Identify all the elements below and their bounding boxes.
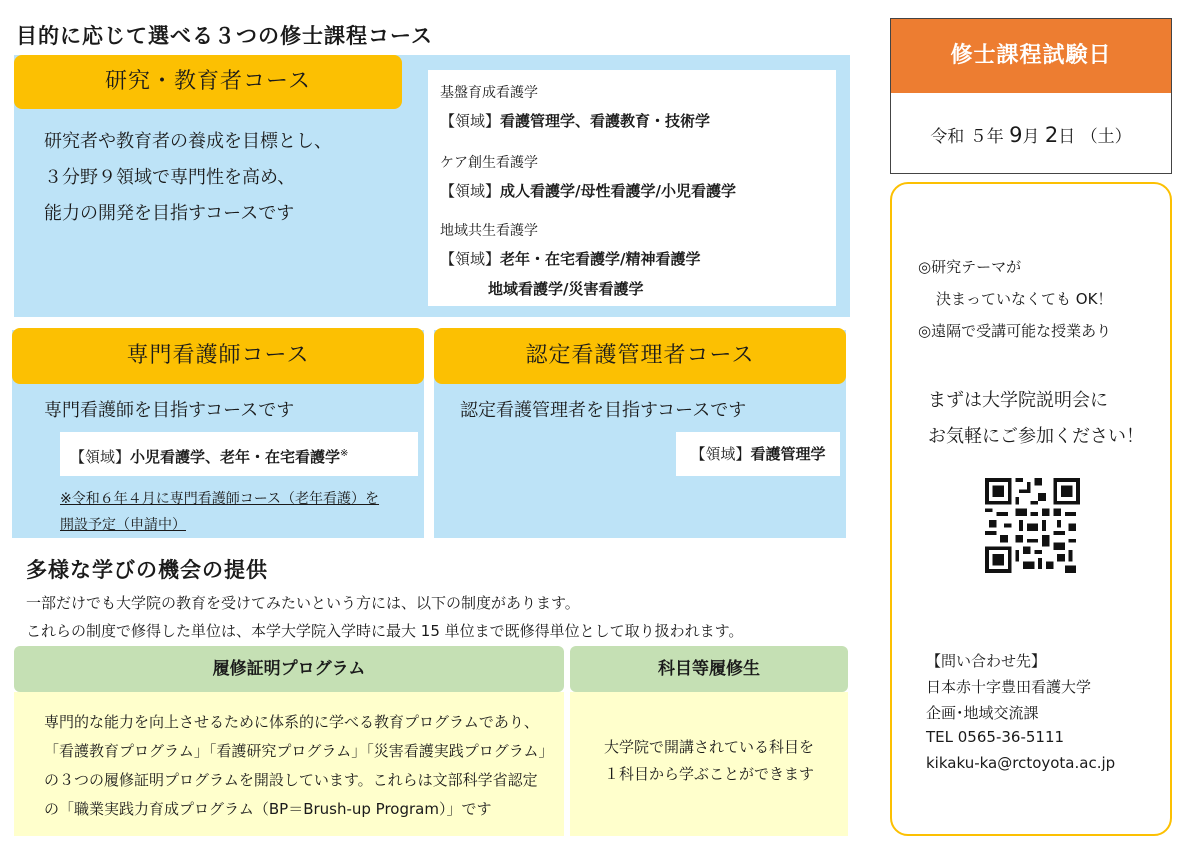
opportunities-credit-note: これらの制度で修得した単位は、本学大学院入学時に最大 15 単位まで既修得単位として取り扱われます。: [26, 622, 744, 640]
field-tag: 【領域】: [440, 182, 501, 200]
exam-year-unit: 年: [986, 127, 1004, 147]
field-tag: 【領域】: [440, 250, 501, 268]
exam-day-unit: 日: [1058, 127, 1076, 147]
certificate-program-text: [44, 708, 554, 824]
cns-course-description: 専門看護師を目指すコースです: [44, 400, 295, 421]
subject-line: 大学院で開講されている科目を: [604, 738, 815, 756]
cns-field-box: [60, 432, 418, 476]
field-group-label: ケア創生看護学: [440, 155, 538, 171]
field-group-label: 基盤育成看護学: [440, 85, 538, 101]
opportunities-intro: 一部だけでも大学院の教育を受けてみたいという方には、以下の制度があります。: [26, 594, 580, 612]
program-line: 専門的な能力を向上させるために体系的に学べる教育プログラムであり、: [44, 713, 539, 731]
info-bullet: ◎研究テーマが: [918, 258, 1022, 276]
cns-course-heading: 専門看護師コース: [12, 328, 424, 384]
field-text: 小児看護学、老年・在宅看護学: [130, 448, 341, 466]
info-call-to-action: お気軽にご参加ください！: [928, 426, 1144, 447]
exam-era: 令和: [930, 127, 965, 147]
field-text: 看護管理学、看護教育・技術学: [500, 112, 711, 130]
field-text: 老年・在宅看護学/精神看護学: [500, 250, 701, 268]
contact-department: 企画･地域交流課: [926, 704, 1039, 722]
cnm-course-heading: 認定看護管理者コース: [434, 328, 846, 384]
info-bullet-cont: 決まっていなくても OK！: [936, 290, 1113, 308]
research-fields-box: [428, 70, 836, 306]
program-line: の「職業実践力育成プログラム（BP＝Brush-up Program）」です: [44, 800, 492, 818]
research-desc-line: ３分野９領域で専門性を高め、: [44, 167, 296, 188]
info-bullet: ◎遠隔で受講可能な授業あり: [918, 322, 1112, 340]
info-call-to-action: まずは大学院説明会に: [928, 390, 1108, 411]
research-course-heading: 研究・教育者コース: [14, 55, 402, 109]
certificate-program-heading: 履修証明プログラム: [14, 646, 564, 692]
contact-organization: 日本赤十字豊田看護大学: [926, 678, 1092, 696]
field-group-areas: [440, 110, 710, 131]
subject-student-text: [604, 734, 814, 788]
exam-month-unit: 月: [1022, 127, 1040, 147]
subject-line: １科目から学ぶことができます: [604, 765, 815, 783]
research-desc-line: 研究者や教育者の養成を目標とし、: [44, 131, 332, 152]
field-group-areas: [440, 180, 736, 201]
qr-code-icon[interactable]: [985, 478, 1080, 573]
exam-date-heading: 修士課程試験日: [891, 19, 1171, 93]
exam-day: 2: [1044, 123, 1059, 147]
page-title: 目的に応じて選べる３つの修士課程コース: [16, 24, 433, 48]
subject-student-heading: 科目等履修生: [570, 646, 848, 692]
field-tag: 【領域】: [690, 445, 751, 463]
field-text: 成人看護学/母性看護学/小児看護学: [500, 182, 736, 200]
contact-email[interactable]: kikaku-ka@rctoyota.ac.jp: [926, 754, 1116, 772]
note-line: 開設予定（申請中）: [60, 517, 186, 533]
field-tag: 【領域】: [70, 448, 131, 466]
opportunities-title: 多様な学びの機会の提供: [26, 558, 268, 582]
field-tag: 【領域】: [440, 112, 501, 130]
note-mark: ※: [340, 448, 349, 459]
research-desc-line: 能力の開発を目指すコースです: [44, 203, 295, 224]
field-group-areas: [440, 248, 701, 269]
program-line: の３つの履修証明プログラムを開設しています。これらは文部科学省認定: [44, 771, 538, 789]
cnm-field-box: [676, 432, 840, 476]
cnm-course-description: 認定看護管理者を目指すコースです: [460, 400, 747, 421]
research-course-description: [44, 124, 332, 232]
exam-year: ５: [969, 127, 987, 147]
contact-phone[interactable]: TEL 0565-36-5111: [926, 728, 1065, 746]
field-text: 看護管理学: [750, 445, 826, 463]
contact-heading: 【問い合わせ先】: [926, 652, 1047, 670]
program-line: 「看護教育プログラム」「看護研究プログラム」「災害看護実践プログラム」: [44, 742, 554, 760]
field-group-areas-cont: 地域看護学/災害看護学: [488, 280, 644, 298]
cns-note: [60, 486, 420, 538]
exam-date: [891, 122, 1171, 147]
note-line: ※令和６年４月に専門看護師コース（老年看護）を: [60, 491, 380, 507]
field-group-label: 地域共生看護学: [440, 223, 538, 239]
exam-weekday: （土）: [1080, 127, 1132, 147]
exam-month: 9: [1009, 123, 1023, 147]
